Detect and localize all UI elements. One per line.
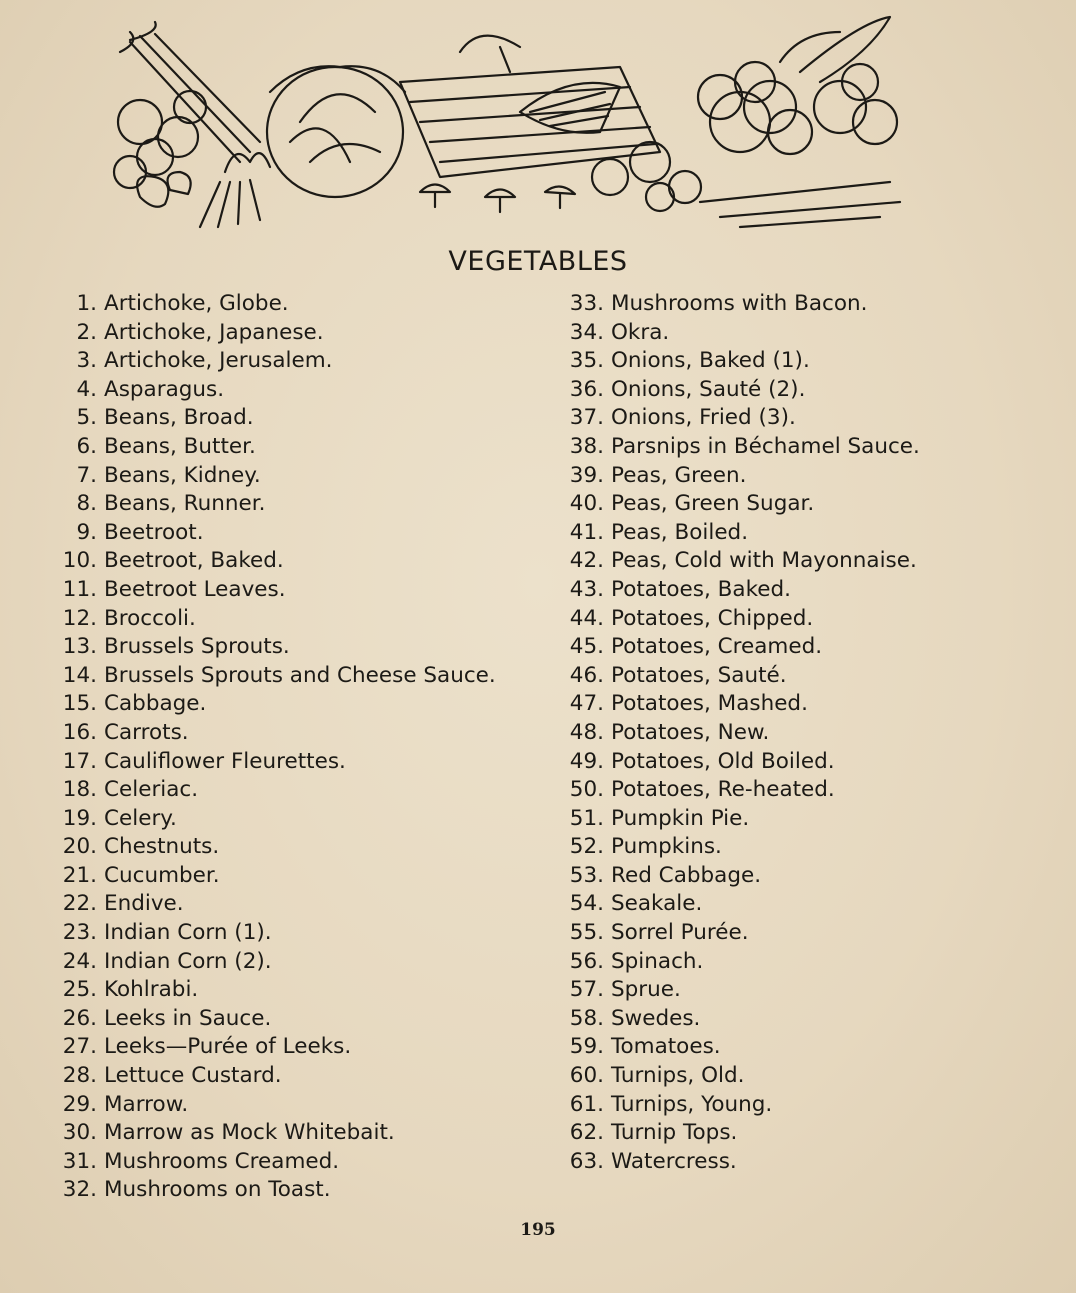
recipe-list-item xyxy=(552,919,1072,948)
recipe-number: 12. xyxy=(62,605,97,631)
recipe-number: 7. xyxy=(76,462,97,488)
recipe-list-item xyxy=(42,376,542,405)
recipe-number: 38. xyxy=(569,433,604,459)
page-number: 195 xyxy=(520,1220,556,1240)
recipe-name: Celery. xyxy=(104,805,177,831)
recipe-list-item xyxy=(42,748,542,777)
recipe-list-item xyxy=(42,347,542,376)
recipe-name: Okra. xyxy=(611,319,670,345)
recipe-name: Indian Corn (2). xyxy=(104,948,272,974)
recipe-name: Cucumber. xyxy=(104,862,220,888)
recipe-list-item xyxy=(42,319,542,348)
recipe-number: 18. xyxy=(62,777,97,803)
recipe-list-item xyxy=(552,805,1072,834)
recipe-number: 21. xyxy=(62,862,97,888)
recipe-number: 50. xyxy=(569,777,604,803)
recipe-list-item xyxy=(42,519,542,548)
recipe-list-item xyxy=(42,433,542,462)
recipe-list-item xyxy=(552,1119,1072,1148)
recipe-number: 2. xyxy=(76,319,97,345)
recipe-number: 51. xyxy=(569,805,604,831)
recipe-number: 16. xyxy=(62,719,97,745)
recipe-name: Peas, Cold with Mayonnaise. xyxy=(611,548,917,574)
recipe-list-item xyxy=(552,490,1072,519)
recipe-list-item xyxy=(42,919,542,948)
recipe-name: Broccoli. xyxy=(104,605,196,631)
recipe-number: 19. xyxy=(62,805,97,831)
recipe-number: 49. xyxy=(569,748,604,774)
recipe-list-item xyxy=(552,633,1072,662)
recipe-name: Onions, Fried (3). xyxy=(611,405,796,431)
recipe-name: Turnips, Young. xyxy=(611,1091,773,1117)
recipe-list-item xyxy=(42,547,542,576)
recipe-name: Asparagus. xyxy=(104,376,225,402)
recipe-list-item xyxy=(552,376,1072,405)
recipe-name: Brussels Sprouts and Cheese Sauce. xyxy=(104,662,496,688)
recipe-list-item xyxy=(42,462,542,491)
recipe-list-item xyxy=(42,776,542,805)
recipe-name: Beetroot. xyxy=(104,519,204,545)
recipe-name: Turnips, Old. xyxy=(611,1063,745,1089)
recipe-number: 20. xyxy=(62,834,97,860)
recipe-list-item xyxy=(552,890,1072,919)
recipe-name: Cabbage. xyxy=(104,691,207,717)
recipe-name: Pumpkin Pie. xyxy=(611,805,750,831)
recipe-list-item xyxy=(552,576,1072,605)
recipe-list-item xyxy=(42,976,542,1005)
recipe-number: 13. xyxy=(62,634,97,660)
recipe-number: 55. xyxy=(569,920,604,946)
recipe-number: 30. xyxy=(62,1120,97,1146)
recipe-number: 42. xyxy=(569,548,604,574)
recipe-list-item xyxy=(552,662,1072,691)
recipe-number: 63. xyxy=(569,1148,604,1174)
recipe-number: 8. xyxy=(76,491,97,517)
recipe-list-item xyxy=(552,319,1072,348)
recipe-number: 54. xyxy=(569,891,604,917)
recipe-list-right xyxy=(552,290,1072,1176)
vegetable-basket-illustration xyxy=(100,12,920,234)
recipe-number: 28. xyxy=(62,1063,97,1089)
recipe-number: 41. xyxy=(569,519,604,545)
recipe-list-item xyxy=(42,1148,542,1177)
recipe-number: 15. xyxy=(62,691,97,717)
recipe-number: 39. xyxy=(569,462,604,488)
recipe-number: 26. xyxy=(62,1005,97,1031)
recipe-list-item xyxy=(42,890,542,919)
recipe-number: 46. xyxy=(569,662,604,688)
recipe-list-item xyxy=(552,462,1072,491)
recipe-number: 11. xyxy=(62,576,97,602)
recipe-number: 29. xyxy=(62,1091,97,1117)
recipe-number: 44. xyxy=(569,605,604,631)
recipe-list-item xyxy=(42,719,542,748)
recipe-name: Beans, Broad. xyxy=(104,405,254,431)
recipe-list-item xyxy=(552,1033,1072,1062)
recipe-list-item xyxy=(552,1062,1072,1091)
recipe-list-item xyxy=(42,605,542,634)
recipe-name: Chestnuts. xyxy=(104,834,220,860)
recipe-number: 6. xyxy=(76,433,97,459)
recipe-list-item xyxy=(552,547,1072,576)
recipe-name: Beetroot Leaves. xyxy=(104,576,286,602)
recipe-number: 43. xyxy=(569,576,604,602)
recipe-list-item xyxy=(552,1091,1072,1120)
recipe-name: Brussels Sprouts. xyxy=(104,634,290,660)
recipe-number: 14. xyxy=(62,662,97,688)
recipe-name: Beans, Runner. xyxy=(104,491,266,517)
recipe-list-item xyxy=(42,1033,542,1062)
recipe-name: Tomatoes. xyxy=(611,1034,721,1060)
recipe-list-item xyxy=(42,805,542,834)
recipe-name: Potatoes, New. xyxy=(611,719,770,745)
recipe-list-item xyxy=(42,948,542,977)
recipe-number: 36. xyxy=(569,376,604,402)
recipe-list-item xyxy=(552,290,1072,319)
recipe-number: 45. xyxy=(569,634,604,660)
recipe-list-item xyxy=(42,833,542,862)
recipe-name: Seakale. xyxy=(611,891,703,917)
recipe-number: 17. xyxy=(62,748,97,774)
recipe-number: 5. xyxy=(76,405,97,431)
recipe-name: Carrots. xyxy=(104,719,189,745)
recipe-number: 27. xyxy=(62,1034,97,1060)
recipe-list-item xyxy=(552,948,1072,977)
recipe-name: Marrow. xyxy=(104,1091,189,1117)
recipe-number: 58. xyxy=(569,1005,604,1031)
recipe-list-item xyxy=(552,690,1072,719)
recipe-name: Sorrel Purée. xyxy=(611,920,749,946)
recipe-list-item xyxy=(42,662,542,691)
recipe-list-item xyxy=(42,1005,542,1034)
recipe-name: Endive. xyxy=(104,891,184,917)
recipe-list-item xyxy=(42,1091,542,1120)
recipe-number: 23. xyxy=(62,920,97,946)
section-title: VEGETABLES xyxy=(448,246,628,277)
recipe-list-item xyxy=(552,833,1072,862)
recipe-list-item xyxy=(42,1062,542,1091)
recipe-name: Marrow as Mock Whitebait. xyxy=(104,1120,395,1146)
recipe-name: Beans, Kidney. xyxy=(104,462,261,488)
recipe-list-item xyxy=(552,1005,1072,1034)
recipe-list-item xyxy=(42,1176,542,1205)
recipe-name: Mushrooms with Bacon. xyxy=(611,291,868,316)
recipe-name: Potatoes, Re-heated. xyxy=(611,777,835,803)
recipe-list-item xyxy=(552,862,1072,891)
recipe-name: Peas, Green Sugar. xyxy=(611,491,815,517)
recipe-number: 31. xyxy=(62,1148,97,1174)
recipe-name: Potatoes, Chipped. xyxy=(611,605,814,631)
recipe-name: Potatoes, Mashed. xyxy=(611,691,808,717)
recipe-list-item xyxy=(42,862,542,891)
recipe-number: 48. xyxy=(569,719,604,745)
recipe-number: 37. xyxy=(569,405,604,431)
recipe-list-item xyxy=(552,404,1072,433)
recipe-name: Peas, Boiled. xyxy=(611,519,749,545)
recipe-number: 40. xyxy=(569,491,604,517)
recipe-number: 10. xyxy=(62,548,97,574)
recipe-number: 57. xyxy=(569,977,604,1003)
recipe-name: Swedes. xyxy=(611,1005,701,1031)
recipe-list-item xyxy=(552,976,1072,1005)
recipe-list-left xyxy=(42,290,542,1205)
recipe-name: Potatoes, Creamed. xyxy=(611,634,823,660)
recipe-name: Potatoes, Baked. xyxy=(611,576,791,602)
recipe-name: Watercress. xyxy=(611,1148,737,1174)
recipe-name: Artichoke, Jerusalem. xyxy=(104,348,333,374)
recipe-list-item xyxy=(552,776,1072,805)
recipe-name: Red Cabbage. xyxy=(611,862,762,888)
recipe-number: 34. xyxy=(569,319,604,345)
recipe-name: Mushrooms on Toast. xyxy=(104,1177,331,1203)
recipe-name: Lettuce Custard. xyxy=(104,1063,282,1089)
recipe-number: 52. xyxy=(569,834,604,860)
recipe-name: Mushrooms Creamed. xyxy=(104,1148,340,1174)
recipe-name: Potatoes, Sauté. xyxy=(611,662,787,688)
recipe-name: Kohlrabi. xyxy=(104,977,199,1003)
recipe-name: Leeks in Sauce. xyxy=(104,1005,272,1031)
recipe-name: Beans, Butter. xyxy=(104,433,256,459)
recipe-name: Parsnips in Béchamel Sauce. xyxy=(611,433,920,459)
recipe-list-item xyxy=(552,605,1072,634)
recipe-number: 1. xyxy=(76,291,97,316)
recipe-number: 22. xyxy=(62,891,97,917)
recipe-list-item xyxy=(42,490,542,519)
recipe-number: 9. xyxy=(76,519,97,545)
recipe-number: 3. xyxy=(76,348,97,374)
recipe-name: Pumpkins. xyxy=(611,834,722,860)
recipe-number: 47. xyxy=(569,691,604,717)
recipe-number: 61. xyxy=(569,1091,604,1117)
recipe-number: 33. xyxy=(569,291,604,316)
recipe-name: Onions, Sauté (2). xyxy=(611,376,806,402)
recipe-list-item xyxy=(552,748,1072,777)
recipe-name: Spinach. xyxy=(611,948,704,974)
recipe-list-item xyxy=(42,576,542,605)
recipe-list-item xyxy=(552,519,1072,548)
recipe-number: 59. xyxy=(569,1034,604,1060)
recipe-number: 35. xyxy=(569,348,604,374)
recipe-name: Beetroot, Baked. xyxy=(104,548,284,574)
recipe-list-item xyxy=(552,719,1072,748)
recipe-name: Celeriac. xyxy=(104,777,199,803)
recipe-name: Turnip Tops. xyxy=(611,1120,738,1146)
recipe-number: 53. xyxy=(569,862,604,888)
recipe-number: 24. xyxy=(62,948,97,974)
recipe-name: Artichoke, Japanese. xyxy=(104,319,324,345)
recipe-number: 32. xyxy=(62,1177,97,1203)
recipe-number: 60. xyxy=(569,1063,604,1089)
recipe-number: 62. xyxy=(569,1120,604,1146)
recipe-number: 56. xyxy=(569,948,604,974)
recipe-number: 4. xyxy=(76,376,97,402)
recipe-name: Cauliflower Fleurettes. xyxy=(104,748,346,774)
recipe-list-item xyxy=(42,1119,542,1148)
recipe-name: Leeks—Purée of Leeks. xyxy=(104,1034,352,1060)
recipe-name: Potatoes, Old Boiled. xyxy=(611,748,835,774)
recipe-number: 25. xyxy=(62,977,97,1003)
recipe-list-item xyxy=(42,633,542,662)
recipe-list-item xyxy=(552,433,1072,462)
recipe-list-item xyxy=(42,290,542,319)
recipe-name: Indian Corn (1). xyxy=(104,920,272,946)
recipe-name: Onions, Baked (1). xyxy=(611,348,810,374)
recipe-name: Peas, Green. xyxy=(611,462,747,488)
recipe-name: Sprue. xyxy=(611,977,681,1003)
recipe-name: Artichoke, Globe. xyxy=(104,291,289,316)
recipe-list-item xyxy=(42,404,542,433)
recipe-list-item xyxy=(42,690,542,719)
recipe-list-item xyxy=(552,347,1072,376)
recipe-list-item xyxy=(552,1148,1072,1177)
